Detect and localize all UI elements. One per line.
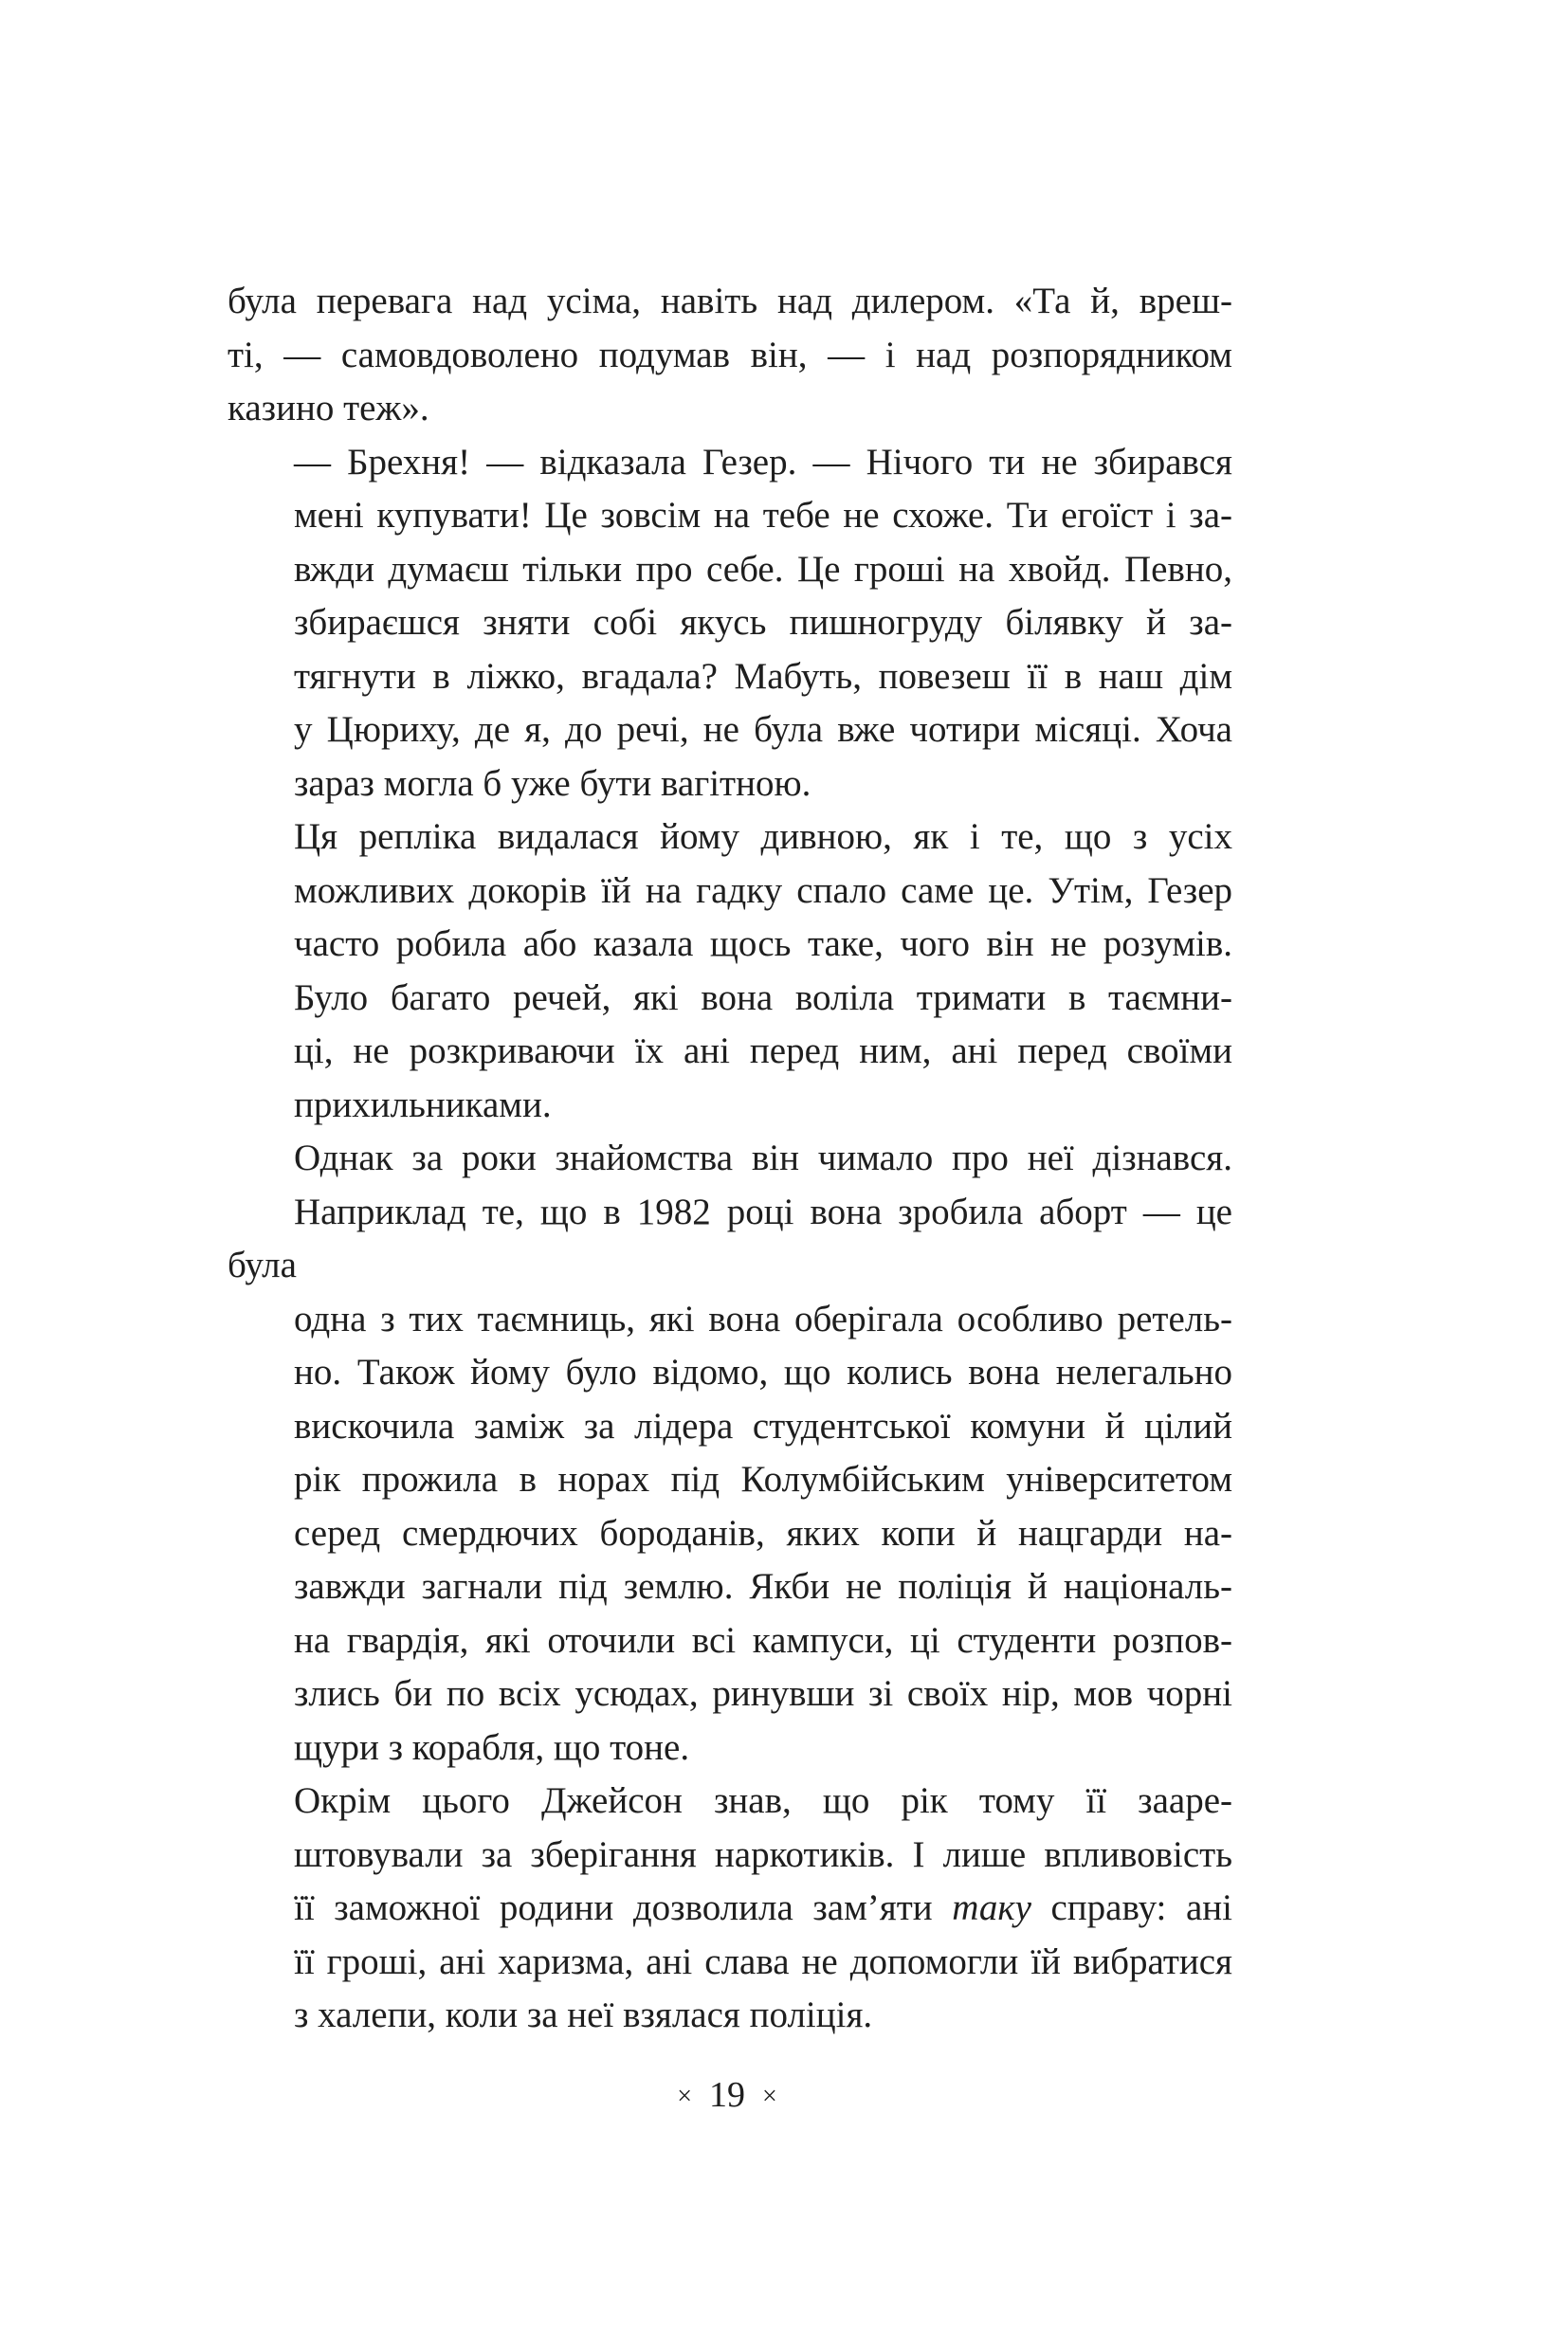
paragraph-1: [228, 275, 1232, 436]
text-line: завжди загнали під землю. Якби не поліція й національ-: [294, 1566, 1232, 1607]
text-line: з халепи, коли за неї взялася поліція.: [294, 1995, 873, 2035]
text-line: щури з корабля, що тоне.: [294, 1726, 690, 1768]
text-line: збираєшся зняти собі якусь пишногруду білявку й за-: [294, 602, 1232, 643]
text-line: серед смердючих бороданів, яких копи й нацгарди на-: [294, 1512, 1232, 1554]
text-line: вжди думаєш тільки про себе. Це гроші на хвойд. Певно,: [294, 548, 1232, 590]
paragraph-3: [228, 811, 1232, 1132]
text-line: ті, — самовдоволено подумав він, — і над розпорядником: [228, 334, 1232, 375]
text-line: на гвардія, які оточили всі кампуси, ці студенти розпов-: [294, 1619, 1232, 1661]
text-line: Однак за роки знайомства він чимало про неї дізнався.: [294, 1138, 1232, 1178]
text-line: її гроші, ані харизма, ані слава не допомогли їй вибратися: [294, 1940, 1232, 1982]
text-line: вискочила заміж за лідера студентської комуни й цілий: [294, 1405, 1232, 1447]
page-footer: [0, 2074, 1454, 2116]
text-line: — Брехня! — відказала Гезер. — Нічого ти не збирався: [294, 441, 1232, 483]
text-line: тягнути в ліжко, вгадала? Мабуть, повезеш її в наш дім: [294, 655, 1232, 697]
ornament-left-icon: ×: [677, 2082, 692, 2111]
text-line: ці, не розкриваючи їх ані перед ним, ані перед своїми: [294, 1030, 1232, 1071]
page-number: 19: [709, 2075, 745, 2115]
text-line: мені купувати! Це зовсім на тебе не схоже. Ти егоїст і за-: [294, 495, 1232, 536]
text-line: часто робила або казала щось таке, чого він не розумів.: [294, 923, 1232, 964]
text-line: прихильниками.: [294, 1084, 552, 1125]
text-line: но. Також йому було відомо, що колись вона нелегально: [294, 1352, 1232, 1393]
text-line: рік прожила в норах під Колумбійським університетом: [294, 1459, 1232, 1500]
text-line: її заможної родини дозволила зам’яти таку справу: ані: [294, 1887, 1232, 1928]
page-body: [228, 275, 1232, 2043]
text-line: одна з тих таємниць, які вона оберігала особливо ретель-: [294, 1298, 1232, 1339]
text-line: казино теж».: [228, 388, 429, 428]
text-line: можливих докорів їй на гадку спало саме це. Утім, Гезер: [294, 869, 1232, 911]
text-line: зараз могла б уже бути вагітною.: [294, 762, 811, 804]
paragraph-2: [228, 436, 1232, 811]
text-line: Було багато речей, які вона воліла тримати в таємни-: [294, 976, 1232, 1018]
text-line: у Цюриху, де я, до речі, не була вже чотири місяці. Хоча: [294, 709, 1232, 750]
text-line: Окрім цього Джейсон знав, що рік тому її зааре-: [294, 1780, 1232, 1821]
ornament-right-icon: ×: [762, 2082, 777, 2111]
paragraph-4: [228, 1132, 1232, 1775]
text-line: штовували за зберігання наркотиків. І лише впливовість: [294, 1833, 1232, 1875]
text-line: Ця репліка видалася йому дивною, як і те, що з усіх: [294, 816, 1232, 857]
text-line: злись би по всіх усюдах, ринувши зі своїх нір, мов чорні: [294, 1673, 1232, 1714]
paragraph-5: [228, 1775, 1232, 2043]
text-line: була перевага над усіма, навіть над дилером. «Та й, вреш-: [228, 281, 1232, 321]
text-line: Наприклад те, що в 1982 році вона зробила аборт — це була: [228, 1191, 1232, 1285]
